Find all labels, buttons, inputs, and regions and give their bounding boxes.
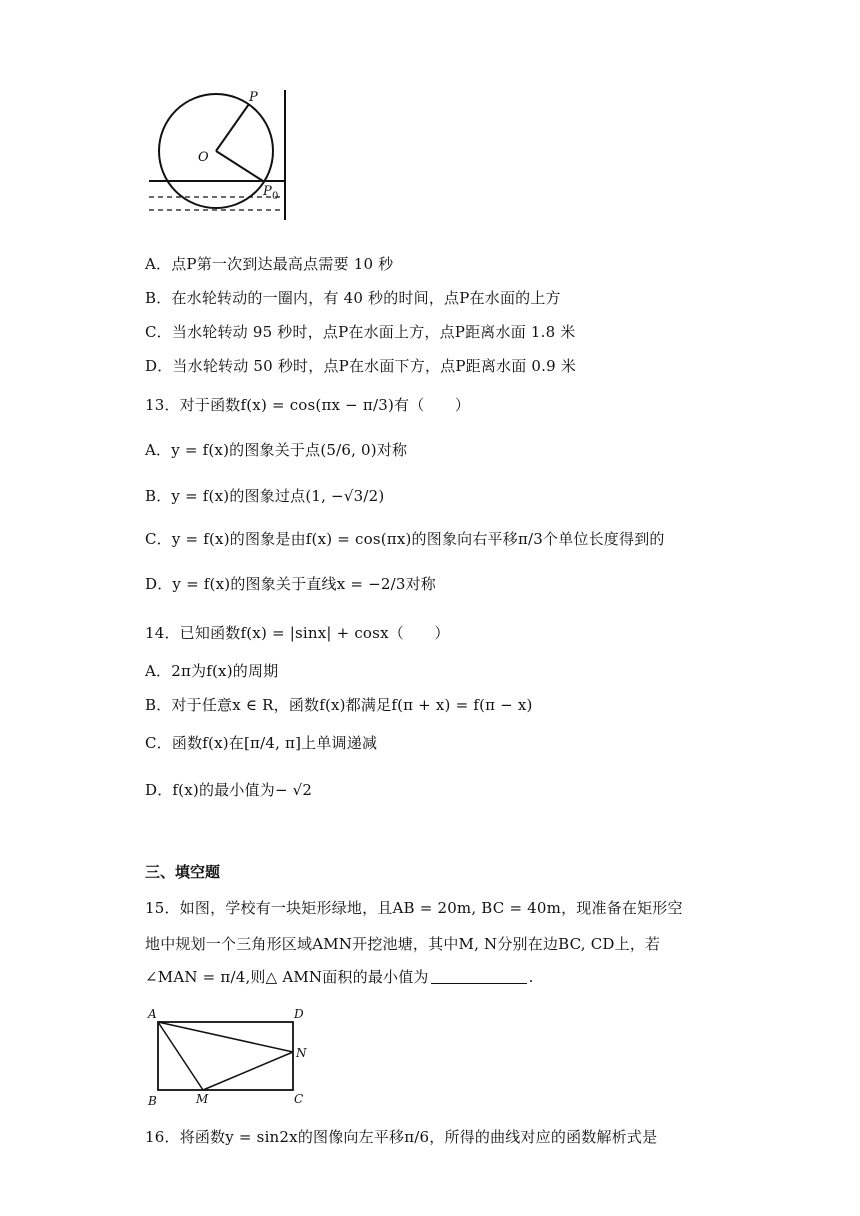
answer-blank[interactable] [431,969,527,984]
q14-option-a: A．2π为f(x)的周期 [145,662,279,680]
label-a: A [148,1007,157,1021]
label-m: M [196,1092,209,1106]
q15-line-1: 15．如图，学校有一块矩形绿地，且AB = 20m, BC = 40m，现准备在矩形空 [145,899,683,917]
q15-line-3 [145,966,534,987]
q13-option-a: A．y = f(x)的图象关于点(5/6, 0)对称 [145,441,408,459]
q13-option-d: D．y = f(x)的图象关于直线x = −2/3对称 [145,575,436,593]
q12-option-c: C．当水轮转动 95 秒时，点P在水面上方，点P距离水面 1.8 米 [145,323,576,341]
label-p: P [249,90,258,105]
section-title-fill-in: 三、填空题 [145,863,221,881]
q14-option-c: C．函数f(x)在[π/4, π]上单调递减 [145,734,378,752]
label-d: D [294,1007,304,1021]
label-p0-sub: 0 [272,191,279,202]
q15-line-3-text: ∠MAN = π/4,则△ AMN面积的最小值为 [145,968,429,986]
q12-option-a: A．点P第一次到达最高点需要 10 秒 [145,255,394,273]
label-b: B [148,1094,157,1108]
q15-line-2: 地中规划一个三角形区域AMN开挖池塘，其中M, N分别在边BC, CD上，若 [145,935,661,953]
label-o: O [198,150,209,165]
water-wheel-figure [145,86,295,226]
q16-line-1: 16．将函数y = sin2x的图像向左平移π/6，所得的曲线对应的函数解析式是 [145,1128,658,1146]
q14-option-b: B．对于任意x ∈ R，函数f(x)都满足f(π + x) = f(π − x) [145,696,533,714]
q14-stem: 14．已知函数f(x) = |sinx| + cosx（ ） [145,624,450,642]
label-p0: P [263,184,272,199]
q12-option-b: B．在水轮转动的一圈内，有 40 秒的时间，点P在水面的上方 [145,289,561,307]
q14-option-d: D．f(x)的最小值为− √2 [145,781,313,799]
q12-option-d: D．当水轮转动 50 秒时，点P在水面下方，点P距离水面 0.9 米 [145,357,577,375]
q13-option-b: B．y = f(x)的图象过点(1, −√3/2) [145,487,385,505]
q15-line-3-end: . [528,968,534,986]
label-n: N [296,1046,307,1060]
label-c: C [294,1092,304,1106]
q13-option-c: C．y = f(x)的图象是由f(x) = cos(πx)的图象向右平移π/3个单位长度得到的 [145,530,665,548]
rectangle-figure [140,1002,320,1112]
q13-stem: 13．对于函数f(x) = cos(πx − π/3)有（ ） [145,396,471,414]
